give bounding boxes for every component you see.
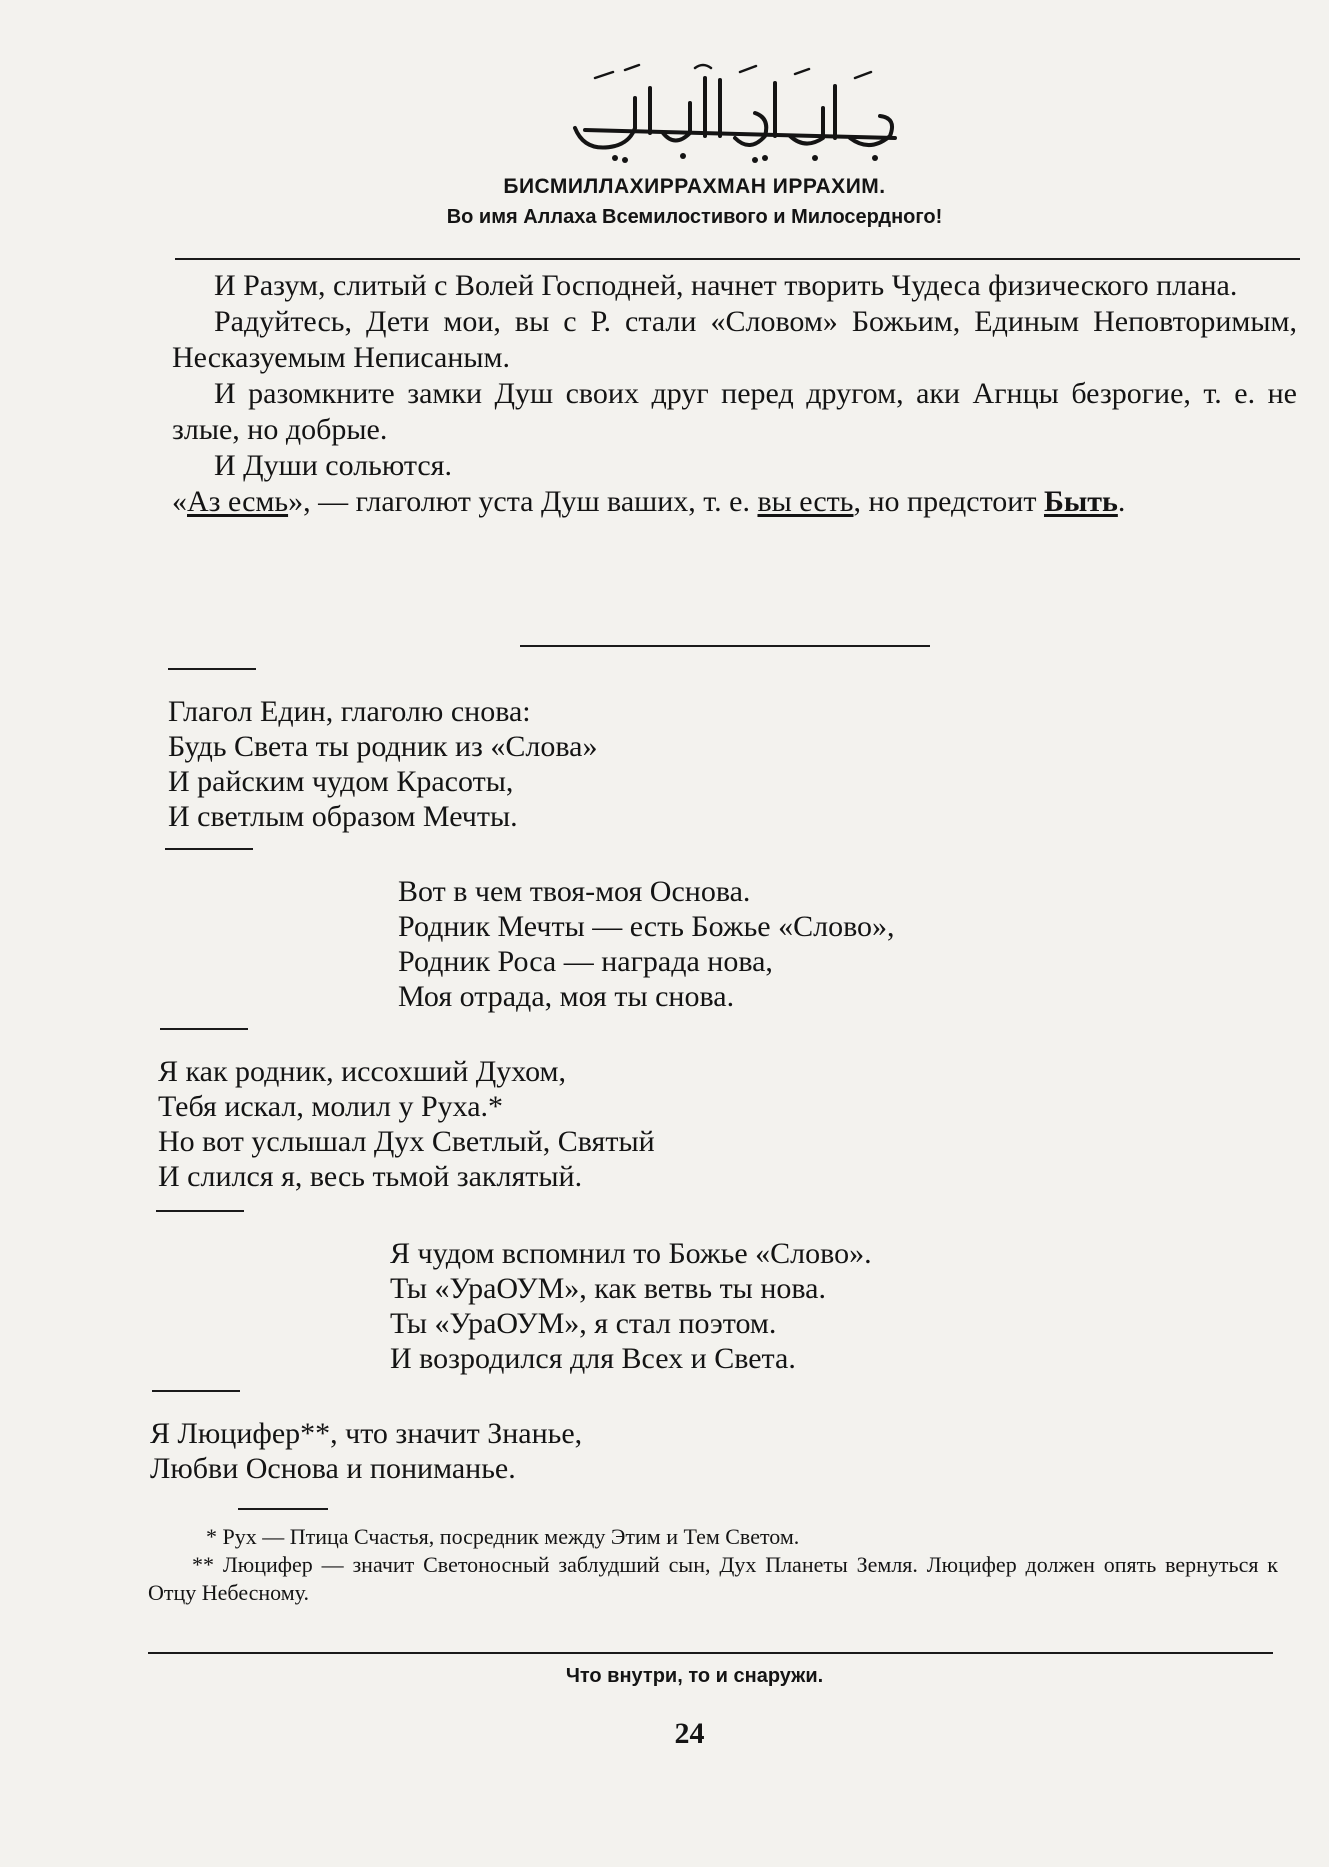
verse-line: Тебя искал, молил у Руха.* [158, 1090, 504, 1123]
verse-line: Я как родник, иссохший Духом, [158, 1055, 566, 1088]
footnote-1: * Рух — Птица Счастья, посредник между Этим и Тем Светом. [206, 1524, 800, 1549]
footnote-2: ** Люцифер — значит Светоносный заблудший сын, Дух Планеты Земля. Люцифер должен опять вернуться к Отцу Небесному. [148, 1552, 1278, 1605]
quote-open: « [172, 485, 187, 518]
stanza-1 [168, 694, 597, 834]
header-divider [175, 258, 1300, 260]
verse-line: Родник Мечты — есть Божье «Слово», [398, 910, 895, 943]
footer-divider [148, 1652, 1273, 1654]
verse-line: Моя отрада, моя ты снова. [398, 980, 735, 1013]
paragraph-1: И Разум, слитый с Волей Господней, начнет творить Чудеса физического плана. [214, 269, 1238, 302]
stanza-3 [158, 1054, 655, 1194]
footer-motto: Что внутри, то и снаружи. [565, 1665, 824, 1687]
verse-line: И возродился для Всех и Света. [390, 1342, 796, 1375]
footnotes [148, 1523, 1278, 1607]
paragraph-5 [172, 484, 1297, 520]
verse-line: Но вот услышал Дух Светлый, Святый [158, 1125, 655, 1158]
paragraph-4: И Души сольются. [214, 449, 452, 482]
stanza-2 [398, 874, 895, 1014]
underlined-byt: Быть [1043, 485, 1118, 518]
verse-line: Вот в чем твоя-моя Основа. [398, 875, 751, 908]
footnote-divider [238, 1508, 328, 1510]
verse-line: Я Люцифер**, что значит Знанье, [150, 1417, 583, 1450]
bismillah-calligraphy-icon [555, 58, 915, 168]
paragraph-3: И разомкните замки Душ своих друг перед другом, аки Агнцы безрогие, т. е. не злые, но добрые. [172, 377, 1297, 446]
text-segment: . [1117, 485, 1126, 518]
verse-line: Ты «УраОУМ», я стал поэтом. [390, 1307, 777, 1340]
stanza-4 [390, 1236, 872, 1376]
verse-line: И райским чудом Красоты, [168, 765, 514, 798]
text-segment: », — глаголют уста Душ ваших, т. е. [288, 485, 758, 518]
stanza-divider [160, 1028, 248, 1030]
verse-line: Глагол Един, глаголю снова: [168, 695, 531, 728]
prose-block [172, 268, 1297, 520]
underlined-vy-est: вы есть [757, 485, 854, 518]
verse-line: Родник Роса — награда нова, [398, 945, 773, 978]
header-subtitle: Во имя Аллаха Всемилостивого и Милосердного! [446, 206, 943, 228]
text-segment: , но предстоит [853, 485, 1044, 518]
section-divider [520, 645, 930, 647]
verse-line: Будь Света ты родник из «Слова» [168, 730, 598, 763]
verse-line: Любви Основа и пониманье. [150, 1452, 516, 1485]
verse-line: И светлым образом Мечты. [168, 800, 518, 833]
verse-line: Ты «УраОУМ», как ветвь ты нова. [390, 1272, 826, 1305]
page-number: 24 [674, 1717, 705, 1750]
stanza-divider [168, 668, 256, 670]
verse-line: И слился я, весь тьмой заклятый. [158, 1160, 583, 1193]
stanza-5 [150, 1416, 582, 1486]
stanza-divider [156, 1210, 244, 1212]
paragraph-2: Радуйтесь, Дети мои, вы с Р. стали «Словом» Божьим, Единым Неповторимым, Несказуемым Неписаным. [172, 305, 1297, 374]
underlined-az-esm: Аз есмь [187, 485, 289, 518]
header-title: БИСМИЛЛАХИРРАХМАН ИРРАХИМ. [503, 175, 886, 198]
stanza-divider [165, 848, 253, 850]
verse-line: Я чудом вспомнил то Божье «Слово». [390, 1237, 872, 1270]
stanza-divider [152, 1390, 240, 1392]
